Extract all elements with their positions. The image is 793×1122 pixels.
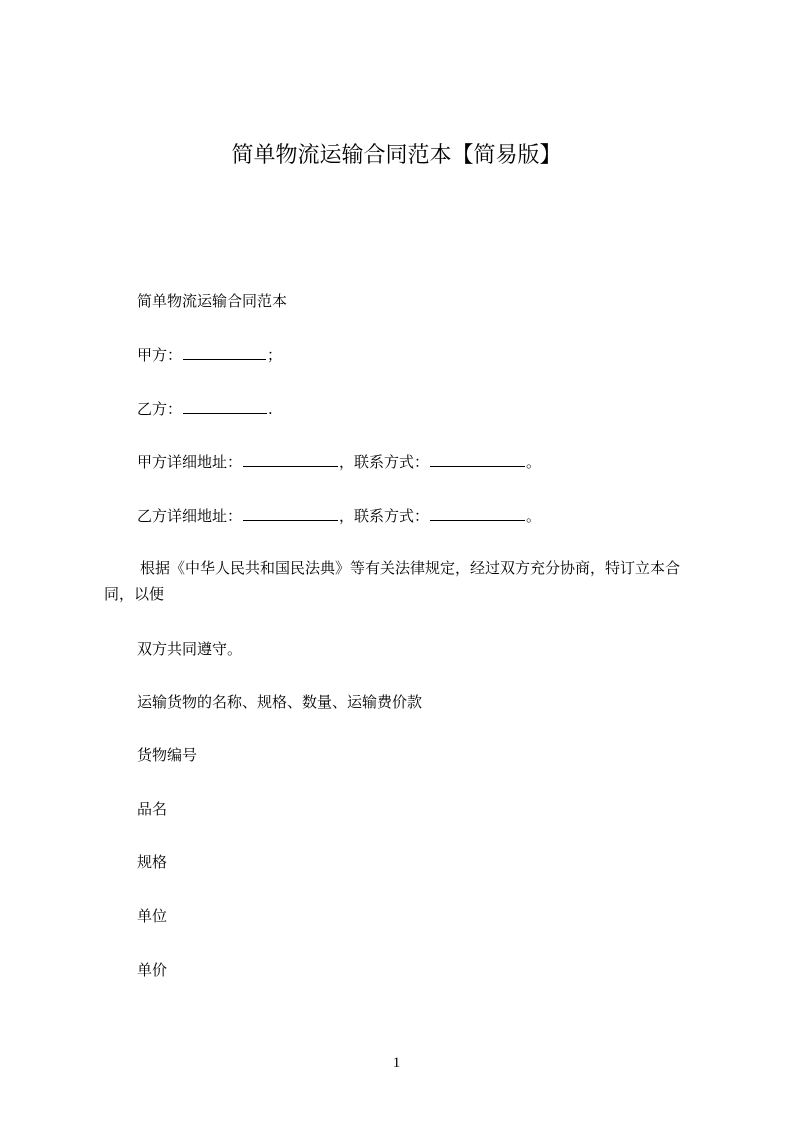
- party-a-contact-blank: [430, 452, 525, 467]
- section-heading: 运输货物的名称、规格、数量、运输费价款: [137, 693, 423, 711]
- party-b-address-line: [137, 506, 541, 526]
- party-a-end: ；: [267, 346, 283, 364]
- party-a-address-blank: [243, 452, 338, 467]
- document-subtitle: 简单物流运输合同范本: [137, 292, 288, 310]
- preamble-continuation: 双方共同遵守。: [137, 640, 243, 658]
- party-b-blank: [183, 399, 267, 414]
- party-a-address-label: 甲方详细地址：: [137, 453, 243, 471]
- preamble-paragraph: 根据《中华人民共和国民法典》等有关法律规定，经过双方充分协商，特订立本合同，以便: [104, 559, 681, 603]
- party-b-address-label: 乙方详细地址：: [137, 507, 243, 525]
- field-specification: 规格: [137, 853, 168, 871]
- party-a-line: [137, 345, 282, 365]
- party-b-contact-end: 。: [526, 507, 542, 525]
- party-b-address-blank: [243, 506, 338, 521]
- party-b-end: .: [268, 400, 273, 418]
- document-title: 简单物流运输合同范本【简易版】: [231, 143, 562, 168]
- party-a-contact-end: 。: [526, 453, 542, 471]
- field-product-name: 品名: [137, 800, 168, 818]
- party-b-line: [137, 399, 273, 419]
- party-a-blank: [183, 345, 266, 360]
- party-b-label: 乙方：: [137, 400, 183, 418]
- field-unit-price: 单价: [137, 961, 168, 979]
- page-number: 1: [392, 1055, 401, 1071]
- party-b-contact-blank: [430, 506, 525, 521]
- field-unit: 单位: [137, 907, 168, 925]
- field-goods-number: 货物编号: [137, 746, 198, 764]
- party-a-label: 甲方：: [137, 346, 183, 364]
- party-a-contact-label: ，联系方式：: [339, 453, 430, 471]
- party-b-contact-label: ，联系方式：: [339, 507, 430, 525]
- party-a-address-line: [137, 452, 541, 472]
